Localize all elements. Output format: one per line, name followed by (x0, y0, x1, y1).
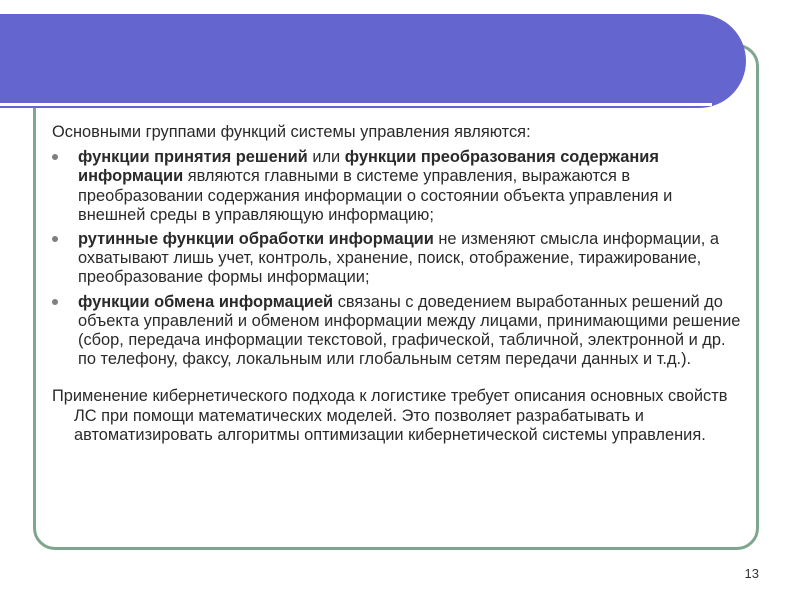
bullet-dot-icon (52, 236, 58, 242)
bullet-term: функции принятия решений (78, 148, 308, 167)
slide-content (52, 123, 742, 445)
closing-paragraph: Применение кибернетического подхода к логистике требует описания основных свойств ЛС при помощи математических моделей. Это позволяет разрабатывать и автоматизировать алгоритмы оптимизации кибернетической системы управления. (52, 387, 728, 444)
bullet-dot-icon (52, 154, 58, 160)
bullet-term: рутинные функции обработки информации (78, 230, 434, 249)
header-divider (0, 103, 712, 106)
bullet-term: функции обмена информацией (78, 292, 334, 311)
bullet-item-decision-functions (52, 148, 742, 225)
bullet-item-routine-functions (52, 230, 742, 288)
bullet-item-exchange-functions (52, 293, 742, 370)
bullet-term: функции преобразования содержания информации (78, 148, 659, 186)
bullet-text: или (307, 148, 345, 167)
bullet-dot-icon (52, 299, 58, 305)
bullet-text: связаны с доведением выработанных решений до объекта управлений и обменом информации между лицами, принимающими решение (сбор, передача информации текстовой, графической, табличной, электронной и др. по телефону, факсу, локальным или глобальным сетям передачи данных и т.д.). (78, 292, 741, 369)
bullet-text: не изменяют смысла информации, а охватывают лишь учет, контроль, хранение, поиск, отображение, тиражирование, преобразование формы информации; (78, 230, 719, 287)
bullet-text: являются главными в системе управления, выражаются в преобразовании содержания информации о состоянии объекта управления и внешней среды в управляющую информацию; (78, 167, 673, 224)
intro-text: Основными группами функций системы управления являются: (52, 123, 531, 141)
page-number: 13 (744, 566, 759, 581)
bullet-list (52, 148, 742, 369)
header-band (0, 14, 746, 108)
